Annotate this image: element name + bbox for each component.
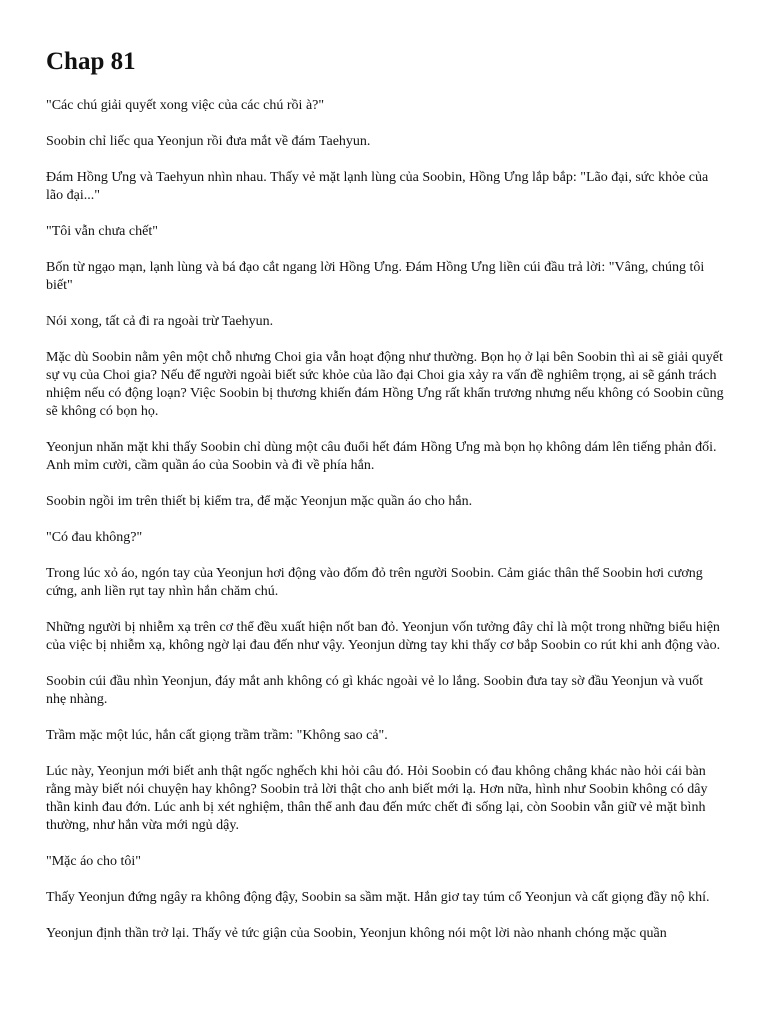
document-page bbox=[46, 44, 726, 961]
paragraph-10: "Có đau không?" bbox=[46, 530, 143, 545]
paragraph-2: Soobin chỉ liếc qua Yeonjun rồi đưa mắt về đám Taehyun. bbox=[46, 134, 371, 149]
paragraph-17: Thấy Yeonjun đứng ngây ra không động đậy, Soobin sa sầm mặt. Hắn giơ tay túm cổ Yeonjun và cất giọng đầy nộ khí. bbox=[46, 890, 710, 905]
paragraph-7: Mặc dù Soobin nằm yên một chỗ nhưng Choi gia vẫn hoạt động như thường. Bọn họ ở lại bên Soobin thì ai sẽ giải quyết sự vụ của Choi gia? Nếu để người ngoài biết sức khỏe của lão đại Choi gia xảy ra vấn đề nghiêm trọng, ai sẽ gánh trách nhiệm nếu có động loạn? Việc Soobin bị thương khiến đám Hồng Ưng rất khẩn trương nhưng nếu không có Soobin cũng sẽ không có bọn họ. bbox=[46, 350, 724, 419]
paragraph-3: Đám Hồng Ưng và Taehyun nhìn nhau. Thấy vẻ mặt lạnh lùng của Soobin, Hồng Ưng lắp bắp: "Lão đại, sức khỏe của lão đại..." bbox=[46, 170, 709, 203]
paragraph-16: "Mặc áo cho tôi" bbox=[46, 854, 142, 869]
paragraph-6: Nói xong, tất cả đi ra ngoài trừ Taehyun. bbox=[46, 314, 274, 329]
chapter-title: Chap 81 bbox=[46, 48, 136, 75]
paragraph-13: Soobin cúi đầu nhìn Yeonjun, đáy mắt anh không có gì khác ngoài vẻ lo lắng. Soobin đưa tay sờ đầu Yeonjun và vuốt nhẹ nhàng. bbox=[46, 674, 703, 707]
paragraph-12: Những người bị nhiễm xạ trên cơ thể đều xuất hiện nốt ban đỏ. Yeonjun vốn tưởng đây chỉ là một trong những biểu hiện của việc bị nhiễm xạ, không ngờ lại đau đến như vậy. Yeonjun dừng tay khi thấy cơ bắp Soobin co rút khi anh động vào. bbox=[46, 620, 721, 653]
paragraph-11: Trong lúc xỏ áo, ngón tay của Yeonjun hơi động vào đốm đỏ trên người Soobin. Cảm giác thân thể Soobin hơi cương cứng, anh liền rụt tay nhìn hắn chăm chú. bbox=[46, 566, 703, 599]
paragraph-5: Bốn từ ngạo mạn, lạnh lùng và bá đạo cắt ngang lời Hồng Ưng. Đám Hồng Ưng liền cúi đầu trả lời: "Vâng, chúng tôi biết" bbox=[46, 260, 705, 293]
paragraph-15: Lúc này, Yeonjun mới biết anh thật ngốc nghếch khi hỏi câu đó. Hỏi Soobin có đau không chẳng khác nào hỏi cái bàn rằng mày biết nói chuyện hay không? Soobin trả lời thật cho anh biết mới lạ. Hơn nữa, hình như Soobin không có dây thần kinh đau đớn. Lúc anh bị xét nghiệm, thân thể anh đau đến mức chết đi sống lại, còn Soobin vẫn giữ vẻ mặt bình thường, như hắn vừa mới ngủ dậy. bbox=[46, 764, 708, 833]
paragraph-9: Soobin ngồi im trên thiết bị kiểm tra, để mặc Yeonjun mặc quần áo cho hắn. bbox=[46, 494, 473, 509]
paragraph-1: "Các chú giải quyết xong việc của các chú rồi à?" bbox=[46, 98, 325, 113]
paragraph-8: Yeonjun nhăn mặt khi thấy Soobin chỉ dùng một câu đuổi hết đám Hồng Ưng mà bọn họ không dám lên tiếng phản đối. Anh mỉm cười, cầm quần áo của Soobin và đi về phía hắn. bbox=[46, 440, 717, 473]
paragraph-14: Trầm mặc một lúc, hắn cất giọng trầm trầm: "Không sao cả". bbox=[46, 728, 388, 743]
paragraph-18: Yeonjun định thần trở lại. Thấy vẻ tức giận của Soobin, Yeonjun không nói một lời nào nhanh chóng mặc quần bbox=[46, 926, 667, 941]
paragraph-4: "Tôi vẫn chưa chết" bbox=[46, 224, 158, 239]
